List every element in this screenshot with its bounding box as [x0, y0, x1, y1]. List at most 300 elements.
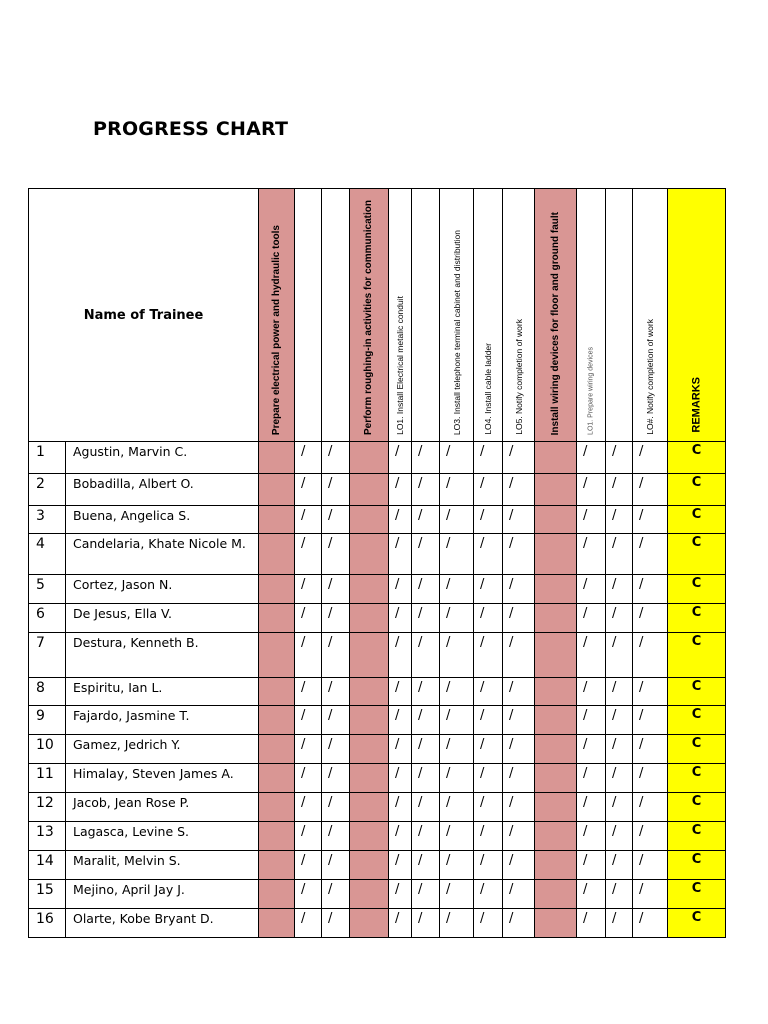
- column-header-0: [259, 189, 295, 442]
- remarks-cell: C: [668, 474, 726, 506]
- remarks-cell: C: [668, 604, 726, 633]
- check-cell: /: [577, 474, 606, 506]
- check-cell: /: [606, 442, 633, 474]
- column-header-label: LO4. Install cable ladder: [482, 343, 493, 435]
- check-cell: /: [412, 851, 440, 880]
- check-cell: /: [440, 706, 474, 735]
- check-cell: /: [440, 678, 474, 706]
- column-header-2: [322, 189, 350, 442]
- check-cell: /: [503, 822, 535, 851]
- check-cell: /: [412, 604, 440, 633]
- check-cell: /: [440, 534, 474, 575]
- check-cell: /: [606, 793, 633, 822]
- trainee-name: Himalay, Steven James A.: [66, 764, 259, 793]
- check-cell: /: [633, 793, 668, 822]
- check-cell: /: [440, 909, 474, 938]
- check-cell: /: [440, 735, 474, 764]
- check-cell: /: [412, 909, 440, 938]
- check-cell: /: [474, 474, 503, 506]
- check-cell: /: [295, 706, 322, 735]
- core-competency-cell: [535, 851, 577, 880]
- check-cell: /: [440, 822, 474, 851]
- check-cell: /: [577, 604, 606, 633]
- check-cell: /: [503, 851, 535, 880]
- row-number: 6: [29, 604, 66, 633]
- check-cell: /: [412, 822, 440, 851]
- core-competency-cell: [535, 474, 577, 506]
- remarks-cell: C: [668, 822, 726, 851]
- row-number: 4: [29, 534, 66, 575]
- check-cell: /: [633, 822, 668, 851]
- remarks-cell: C: [668, 534, 726, 575]
- check-cell: /: [389, 442, 412, 474]
- core-competency-cell: [259, 604, 295, 633]
- row-number: 1: [29, 442, 66, 474]
- check-cell: /: [412, 678, 440, 706]
- row-number: 13: [29, 822, 66, 851]
- check-cell: /: [577, 822, 606, 851]
- check-cell: /: [295, 633, 322, 678]
- remarks-cell: C: [668, 442, 726, 474]
- core-competency-cell: [259, 764, 295, 793]
- check-cell: /: [440, 506, 474, 534]
- column-header-label: LO3. Install telephone terminal cabinet and distribution: [451, 229, 462, 435]
- header-row: [29, 189, 726, 442]
- column-header-label: REMARKS: [690, 377, 702, 433]
- check-cell: /: [577, 706, 606, 735]
- check-cell: /: [474, 851, 503, 880]
- check-cell: /: [389, 793, 412, 822]
- check-cell: /: [295, 534, 322, 575]
- check-cell: /: [389, 851, 412, 880]
- core-competency-cell: [259, 534, 295, 575]
- trainee-name: Mejino, April Jay J.: [66, 880, 259, 909]
- check-cell: /: [440, 575, 474, 604]
- check-cell: /: [606, 633, 633, 678]
- check-cell: /: [440, 764, 474, 793]
- check-cell: /: [503, 474, 535, 506]
- check-cell: /: [606, 474, 633, 506]
- check-cell: /: [577, 880, 606, 909]
- check-cell: /: [389, 604, 412, 633]
- table-row: [29, 575, 726, 604]
- core-competency-cell: [350, 822, 389, 851]
- check-cell: /: [295, 880, 322, 909]
- check-cell: /: [633, 633, 668, 678]
- table-row: [29, 851, 726, 880]
- check-cell: /: [503, 575, 535, 604]
- check-cell: /: [322, 851, 350, 880]
- column-header-13: [668, 189, 726, 442]
- check-cell: /: [577, 735, 606, 764]
- trainee-name: Maralit, Melvin S.: [66, 851, 259, 880]
- check-cell: /: [322, 909, 350, 938]
- remarks-cell: C: [668, 793, 726, 822]
- check-cell: /: [577, 442, 606, 474]
- check-cell: /: [412, 506, 440, 534]
- check-cell: /: [295, 735, 322, 764]
- check-cell: /: [412, 735, 440, 764]
- check-cell: /: [412, 442, 440, 474]
- check-cell: /: [412, 633, 440, 678]
- name-of-trainee-header: Name of Trainee: [29, 189, 259, 442]
- core-competency-cell: [259, 442, 295, 474]
- check-cell: /: [577, 534, 606, 575]
- check-cell: /: [389, 822, 412, 851]
- check-cell: /: [322, 880, 350, 909]
- check-cell: /: [295, 575, 322, 604]
- column-header-5: [412, 189, 440, 442]
- check-cell: /: [389, 764, 412, 793]
- column-header-10: [577, 189, 606, 442]
- check-cell: /: [322, 735, 350, 764]
- check-cell: /: [412, 880, 440, 909]
- trainee-name: Lagasca, Levine S.: [66, 822, 259, 851]
- check-cell: /: [295, 909, 322, 938]
- row-number: 14: [29, 851, 66, 880]
- check-cell: /: [503, 880, 535, 909]
- check-cell: /: [295, 678, 322, 706]
- row-number: 16: [29, 909, 66, 938]
- check-cell: /: [295, 442, 322, 474]
- row-number: 8: [29, 678, 66, 706]
- check-cell: /: [503, 534, 535, 575]
- remarks-cell: C: [668, 735, 726, 764]
- row-number: 5: [29, 575, 66, 604]
- column-header-label: LO1. Install Electrical metalic conduit: [394, 296, 405, 435]
- core-competency-cell: [535, 506, 577, 534]
- check-cell: /: [633, 735, 668, 764]
- check-cell: /: [606, 851, 633, 880]
- core-competency-cell: [535, 764, 577, 793]
- table-row: [29, 793, 726, 822]
- core-competency-cell: [535, 880, 577, 909]
- check-cell: /: [412, 575, 440, 604]
- check-cell: /: [577, 764, 606, 793]
- table-row: [29, 706, 726, 735]
- check-cell: /: [389, 506, 412, 534]
- check-cell: /: [633, 506, 668, 534]
- row-number: 11: [29, 764, 66, 793]
- table-row: [29, 604, 726, 633]
- check-cell: /: [606, 575, 633, 604]
- check-cell: /: [633, 474, 668, 506]
- core-competency-cell: [259, 706, 295, 735]
- check-cell: /: [322, 474, 350, 506]
- check-cell: /: [503, 735, 535, 764]
- check-cell: /: [633, 851, 668, 880]
- table-row: [29, 442, 726, 474]
- remarks-cell: C: [668, 909, 726, 938]
- core-competency-cell: [259, 678, 295, 706]
- row-number: 2: [29, 474, 66, 506]
- remarks-cell: C: [668, 678, 726, 706]
- column-header-3: [350, 189, 389, 442]
- check-cell: /: [577, 633, 606, 678]
- row-number: 10: [29, 735, 66, 764]
- check-cell: /: [389, 575, 412, 604]
- check-cell: /: [633, 442, 668, 474]
- core-competency-cell: [350, 706, 389, 735]
- check-cell: /: [474, 678, 503, 706]
- check-cell: /: [322, 822, 350, 851]
- check-cell: /: [389, 735, 412, 764]
- core-competency-cell: [350, 474, 389, 506]
- check-cell: /: [322, 678, 350, 706]
- column-header-7: [474, 189, 503, 442]
- table-row: [29, 735, 726, 764]
- table-row: [29, 678, 726, 706]
- check-cell: /: [606, 880, 633, 909]
- check-cell: /: [474, 604, 503, 633]
- core-competency-cell: [350, 633, 389, 678]
- check-cell: /: [295, 851, 322, 880]
- check-cell: /: [503, 604, 535, 633]
- core-competency-cell: [535, 735, 577, 764]
- row-number: 15: [29, 880, 66, 909]
- column-header-label: LO#. Notify completion of work: [644, 319, 655, 435]
- column-header-6: [440, 189, 474, 442]
- check-cell: /: [389, 880, 412, 909]
- core-competency-cell: [350, 506, 389, 534]
- check-cell: /: [474, 735, 503, 764]
- check-cell: /: [389, 706, 412, 735]
- column-header-label: Perform roughing-in activities for communication: [363, 199, 374, 435]
- core-competency-cell: [535, 678, 577, 706]
- check-cell: /: [577, 678, 606, 706]
- check-cell: /: [474, 793, 503, 822]
- column-header-12: [633, 189, 668, 442]
- column-header-label: Install wiring devices for floor and ground fault: [549, 211, 561, 435]
- check-cell: /: [577, 506, 606, 534]
- progress-chart-table: [28, 188, 726, 938]
- core-competency-cell: [350, 880, 389, 909]
- check-cell: /: [633, 880, 668, 909]
- column-header-8: [503, 189, 535, 442]
- row-number: 7: [29, 633, 66, 678]
- check-cell: /: [440, 793, 474, 822]
- core-competency-cell: [350, 534, 389, 575]
- check-cell: /: [322, 534, 350, 575]
- core-competency-cell: [350, 442, 389, 474]
- check-cell: /: [295, 822, 322, 851]
- check-cell: /: [474, 506, 503, 534]
- check-cell: /: [474, 909, 503, 938]
- check-cell: /: [503, 442, 535, 474]
- core-competency-cell: [350, 575, 389, 604]
- check-cell: /: [606, 706, 633, 735]
- check-cell: /: [322, 706, 350, 735]
- check-cell: /: [474, 706, 503, 735]
- check-cell: /: [577, 793, 606, 822]
- check-cell: /: [577, 909, 606, 938]
- trainee-name: Destura, Kenneth B.: [66, 633, 259, 678]
- core-competency-cell: [259, 633, 295, 678]
- check-cell: /: [503, 793, 535, 822]
- check-cell: /: [633, 575, 668, 604]
- check-cell: /: [633, 706, 668, 735]
- trainee-name: Agustin, Marvin C.: [66, 442, 259, 474]
- core-competency-cell: [259, 822, 295, 851]
- column-header-4: [389, 189, 412, 442]
- remarks-cell: C: [668, 764, 726, 793]
- core-competency-cell: [350, 735, 389, 764]
- core-competency-cell: [259, 909, 295, 938]
- check-cell: /: [322, 604, 350, 633]
- check-cell: /: [474, 442, 503, 474]
- check-cell: /: [577, 575, 606, 604]
- check-cell: /: [440, 474, 474, 506]
- core-competency-cell: [535, 604, 577, 633]
- core-competency-cell: [350, 909, 389, 938]
- check-cell: /: [440, 851, 474, 880]
- check-cell: /: [606, 534, 633, 575]
- trainee-name: De Jesus, Ella V.: [66, 604, 259, 633]
- core-competency-cell: [535, 822, 577, 851]
- check-cell: /: [606, 604, 633, 633]
- check-cell: /: [633, 909, 668, 938]
- core-competency-cell: [259, 793, 295, 822]
- trainee-name: Fajardo, Jasmine T.: [66, 706, 259, 735]
- core-competency-cell: [535, 706, 577, 735]
- row-number: 3: [29, 506, 66, 534]
- remarks-cell: C: [668, 575, 726, 604]
- check-cell: /: [503, 764, 535, 793]
- table-body: [29, 189, 726, 938]
- check-cell: /: [295, 764, 322, 793]
- check-cell: /: [474, 880, 503, 909]
- check-cell: /: [295, 604, 322, 633]
- core-competency-cell: [259, 506, 295, 534]
- check-cell: /: [633, 534, 668, 575]
- check-cell: /: [322, 575, 350, 604]
- column-header-11: [606, 189, 633, 442]
- core-competency-cell: [350, 604, 389, 633]
- check-cell: /: [503, 909, 535, 938]
- page-title: PROGRESS CHART: [93, 118, 289, 140]
- check-cell: /: [474, 822, 503, 851]
- check-cell: /: [633, 764, 668, 793]
- check-cell: /: [440, 604, 474, 633]
- table-row: [29, 506, 726, 534]
- table-row: [29, 534, 726, 575]
- check-cell: /: [633, 678, 668, 706]
- remarks-cell: C: [668, 706, 726, 735]
- core-competency-cell: [535, 534, 577, 575]
- core-competency-cell: [535, 633, 577, 678]
- trainee-name: Candelaria, Khate Nicole M.: [66, 534, 259, 575]
- trainee-name: Olarte, Kobe Bryant D.: [66, 909, 259, 938]
- check-cell: /: [503, 678, 535, 706]
- row-number: 9: [29, 706, 66, 735]
- check-cell: /: [474, 764, 503, 793]
- remarks-cell: C: [668, 633, 726, 678]
- core-competency-cell: [259, 880, 295, 909]
- core-competency-cell: [259, 474, 295, 506]
- check-cell: /: [440, 880, 474, 909]
- column-header-1: [295, 189, 322, 442]
- trainee-name: Bobadilla, Albert O.: [66, 474, 259, 506]
- check-cell: /: [389, 909, 412, 938]
- check-cell: /: [606, 735, 633, 764]
- core-competency-cell: [350, 764, 389, 793]
- core-competency-cell: [535, 793, 577, 822]
- check-cell: /: [322, 764, 350, 793]
- column-header-label: LO5. Notify completion of work: [513, 319, 524, 435]
- check-cell: /: [295, 506, 322, 534]
- check-cell: /: [389, 633, 412, 678]
- check-cell: /: [389, 534, 412, 575]
- core-competency-cell: [259, 851, 295, 880]
- check-cell: /: [412, 474, 440, 506]
- table-row: [29, 822, 726, 851]
- core-competency-cell: [535, 909, 577, 938]
- row-number: 12: [29, 793, 66, 822]
- check-cell: /: [412, 534, 440, 575]
- trainee-name: Jacob, Jean Rose P.: [66, 793, 259, 822]
- table-row: [29, 633, 726, 678]
- core-competency-cell: [535, 442, 577, 474]
- check-cell: /: [440, 442, 474, 474]
- check-cell: /: [606, 506, 633, 534]
- trainee-name: Espiritu, Ian L.: [66, 678, 259, 706]
- table-row: [29, 909, 726, 938]
- check-cell: /: [322, 793, 350, 822]
- check-cell: /: [474, 633, 503, 678]
- check-cell: /: [389, 678, 412, 706]
- check-cell: /: [412, 793, 440, 822]
- check-cell: /: [606, 909, 633, 938]
- check-cell: /: [606, 822, 633, 851]
- core-competency-cell: [259, 735, 295, 764]
- check-cell: /: [503, 633, 535, 678]
- check-cell: /: [440, 633, 474, 678]
- column-header-label: LO1. Prepare wiring devices: [587, 347, 595, 435]
- check-cell: /: [503, 706, 535, 735]
- check-cell: /: [606, 678, 633, 706]
- core-competency-cell: [259, 575, 295, 604]
- check-cell: /: [412, 764, 440, 793]
- check-cell: /: [389, 474, 412, 506]
- table-row: [29, 880, 726, 909]
- check-cell: /: [503, 506, 535, 534]
- check-cell: /: [295, 474, 322, 506]
- core-competency-cell: [350, 851, 389, 880]
- core-competency-cell: [350, 678, 389, 706]
- check-cell: /: [474, 534, 503, 575]
- trainee-name: Gamez, Jedrich Y.: [66, 735, 259, 764]
- table-row: [29, 474, 726, 506]
- check-cell: /: [633, 604, 668, 633]
- check-cell: /: [322, 442, 350, 474]
- check-cell: /: [577, 851, 606, 880]
- column-header-9: [535, 189, 577, 442]
- remarks-cell: C: [668, 506, 726, 534]
- remarks-cell: C: [668, 851, 726, 880]
- column-header-label: Prepare electrical power and hydraulic tools: [270, 224, 282, 435]
- check-cell: /: [295, 793, 322, 822]
- check-cell: /: [322, 506, 350, 534]
- table-row: [29, 764, 726, 793]
- remarks-cell: C: [668, 880, 726, 909]
- check-cell: /: [606, 764, 633, 793]
- check-cell: /: [412, 706, 440, 735]
- trainee-name: Cortez, Jason N.: [66, 575, 259, 604]
- check-cell: /: [322, 633, 350, 678]
- core-competency-cell: [535, 575, 577, 604]
- check-cell: /: [474, 575, 503, 604]
- trainee-name: Buena, Angelica S.: [66, 506, 259, 534]
